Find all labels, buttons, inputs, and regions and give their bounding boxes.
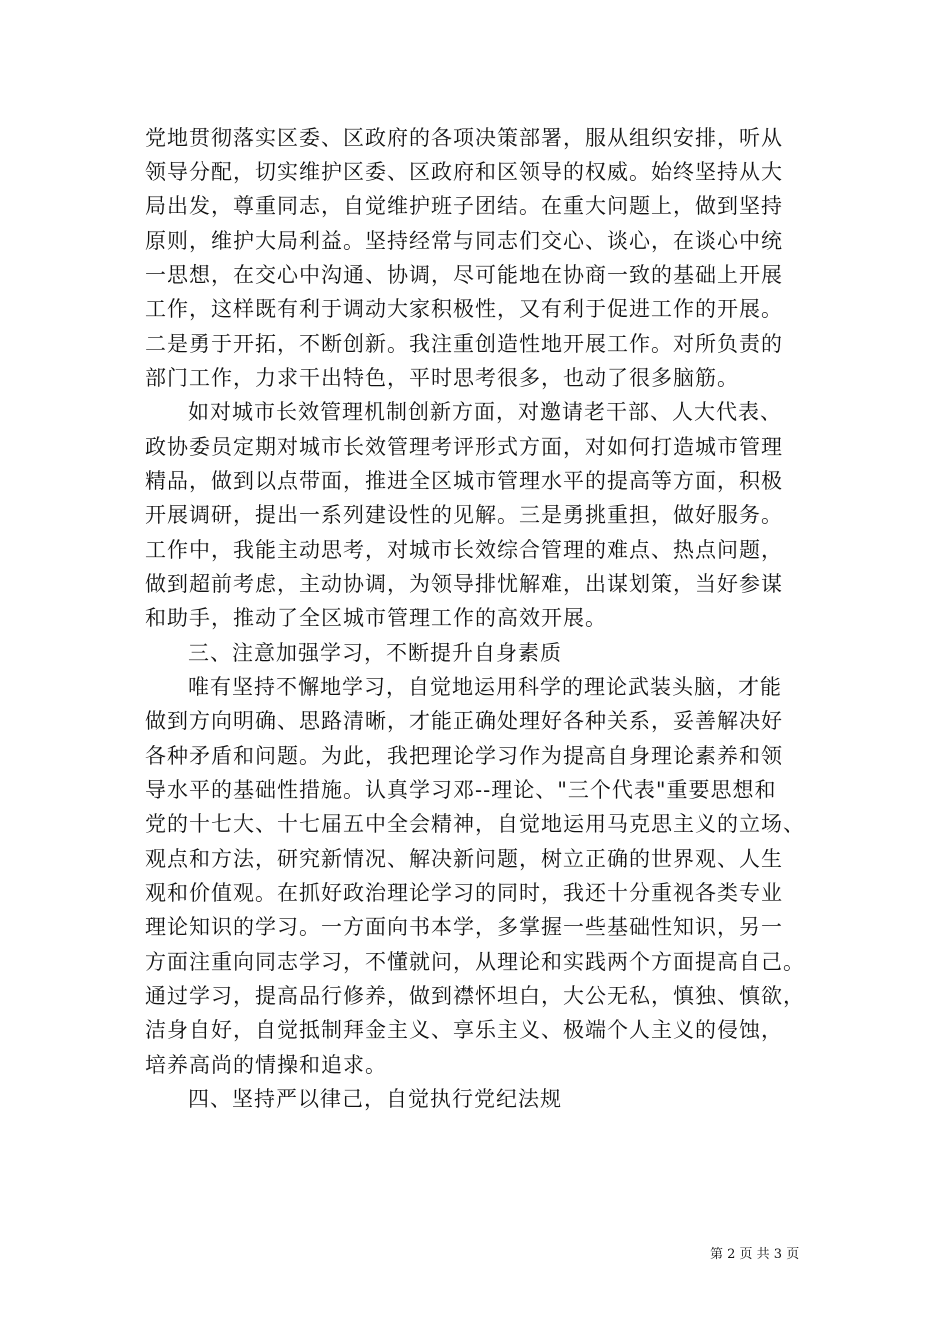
body-text-line: 方面注重向同志学习，不懂就问，从理论和实践两个方面提高自己。 [145,950,805,974]
body-text-line: 培养高尚的情操和追求。 [145,1053,387,1077]
body-text-line: 党的十七大、十七届五中全会精神，自觉地运用马克思主义的立场、 [145,812,805,836]
body-text-line: 精品，做到以点带面，推进全区城市管理水平的提高等方面，积极 [145,469,783,493]
body-text-line: 原则，维护大局利益。坚持经常与同志们交心、谈心，在谈心中统 [145,229,783,253]
paragraph-first-line: 如对城市长效管理机制创新方面，对邀请老干部、人大代表、 [188,400,782,424]
body-text-line: 导水平的基础性措施。认真学习邓--理论、"三个代表"重要思想和 [145,778,777,802]
body-text-line: 一思想，在交心中沟通、协调，尽可能地在协商一致的基础上开展 [145,263,783,287]
body-text-line: 通过学习，提高品行修养，做到襟怀坦白，大公无私，慎独、慎欲， [145,984,805,1008]
paragraph-first-line: 唯有坚持不懈地学习，自觉地运用科学的理论武装头脑，才能 [188,675,782,699]
body-text-line: 部门工作，力求干出特色，平时思考很多，也动了很多脑筋。 [145,366,739,390]
body-text-line: 做到超前考虑，主动协调，为领导排忧解难，出谋划策，当好参谋 [145,572,783,596]
body-text-line: 洁身自好，自觉抵制拜金主义、享乐主义、极端个人主义的侵蚀， [145,1018,783,1042]
body-text-line: 局出发，尊重同志，自觉维护班子团结。在重大问题上，做到坚持 [145,194,783,218]
body-text-line: 观点和方法，研究新情况、解决新问题，树立正确的世界观、人生 [145,847,783,871]
body-text-line: 各种矛盾和问题。为此，我把理论学习作为提高自身理论素养和领 [145,744,783,768]
body-text-line: 党地贯彻落实区委、区政府的各项决策部署，服从组织安排，听从 [145,126,783,150]
body-text-line: 做到方向明确、思路清晰，才能正确处理好各种关系，妥善解决好 [145,709,783,733]
body-text-line: 开展调研，提出一系列建设性的见解。三是勇挑重担，做好服务。 [145,503,783,527]
body-text-line: 二是勇于开拓，不断创新。我注重创造性地开展工作。对所负责的 [145,332,783,356]
section-heading: 三、注意加强学习，不断提升自身素质 [188,641,562,665]
body-text-line: 领导分配，切实维护区委、区政府和区领导的权威。始终坚持从大 [145,160,783,184]
body-text-line: 和助手，推动了全区城市管理工作的高效开展。 [145,606,607,630]
body-text-line: 理论知识的学习。一方面向书本学，多掌握一些基础性知识，另一 [145,915,783,939]
body-text-line: 政协委员定期对城市长效管理考评形式方面，对如何打造城市管理 [145,435,783,459]
body-text-line: 观和价值观。在抓好政治理论学习的同时，我还十分重视各类专业 [145,881,783,905]
page-number-footer: 第 2 页 共 3 页 [710,1247,800,1262]
section-heading: 四、坚持严以律己，自觉执行党纪法规 [188,1087,562,1111]
body-text-line: 工作中，我能主动思考，对城市长效综合管理的难点、热点问题， [145,538,783,562]
body-text-line: 工作，这样既有利于调动大家积极性，又有利于促进工作的开展。 [145,297,783,321]
